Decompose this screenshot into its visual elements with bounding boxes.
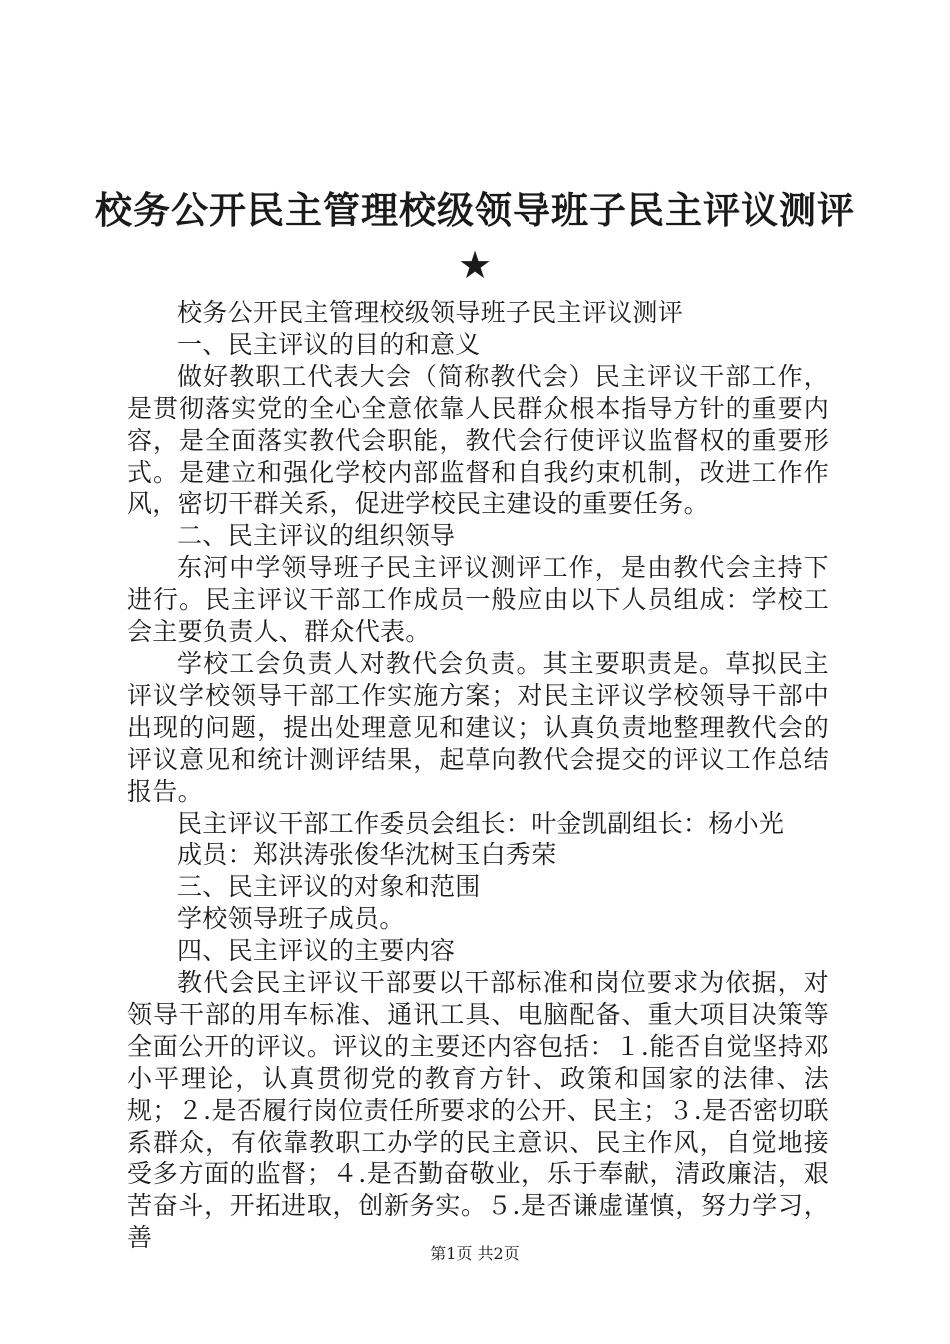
paragraph-content: 教代会民主评议干部要以干部标准和岗位要求为依据，对领导干部的用车标准、通讯工具、电脑配备、重大项目决策等全面公开的评议。评议的主要还内容包括：１.能否自觉坚持邓小平理论，认真贯彻党的教育方针、政策和国家的法律、法规；２.是否履行岗位责任所要求的公开、民主；３.是否密切联系群众，有依靠教职工办学的民主意识、民主作风，自觉地接受多方面的监督；４.是否勤奋敬业，乐于奉献，清政廉洁，艰苦奋斗，开拓进取，创新务实。５.是否谦虚谨慎，努力学习，善 — [127, 968, 829, 1253]
paragraph-purpose: 做好教职工代表大会（简称教代会）民主评议干部工作，是贯彻落实党的全心全意依靠人民群众根本指导方针的重要内容，是全面落实教代会职能，教代会行使评议监督权的重要形式。是建立和强化学校内部监督和自我约束机制，改进工作作风，密切干群关系，促进学校民主建设的重要任务。 — [127, 361, 829, 519]
section-heading-1: 一、民主评议的目的和意义 — [177, 329, 481, 359]
document-title: 校务公开民主管理校级领导班子民主评议测评 — [95, 188, 855, 232]
page-footer: 第1页 共2页 — [430, 1244, 520, 1263]
section-heading-4: 四、民主评议的主要内容 — [177, 936, 456, 966]
section-heading-2: 二、民主评议的组织领导 — [177, 521, 456, 551]
star-icon: ★ — [457, 243, 493, 287]
heading-repeat: 校务公开民主管理校级领导班子民主评议测评 — [177, 298, 684, 327]
document-body — [127, 297, 829, 1254]
paragraph-union-duties: 学校工会负责人对教代会负责。其主要职责是。草拟民主评议学校领导干部工作实施方案；对民主评议学校领导干部中出现的问题，提出处理意见和建议；认真负责地整理教代会的评议意见和统计测评结果，起草向教代会提交的评议工作总结报告。 — [127, 648, 829, 806]
section-heading-3: 三、民主评议的对象和范围 — [177, 872, 481, 902]
paragraph-committee-leaders: 民主评议干部工作委员会组长：叶金凯副组长：杨小光 — [177, 808, 785, 838]
paragraph-committee-members: 成员：郑洪涛张俊华沈树玉白秀荣 — [177, 840, 557, 870]
paragraph-scope: 学校领导班子成员。 — [177, 904, 405, 934]
paragraph-organization: 东河中学领导班子民主评议测评工作，是由教代会主持下进行。民主评议干部工作成员一般应由以下人员组成：学校工会主要负责人、群众代表。 — [127, 553, 829, 647]
